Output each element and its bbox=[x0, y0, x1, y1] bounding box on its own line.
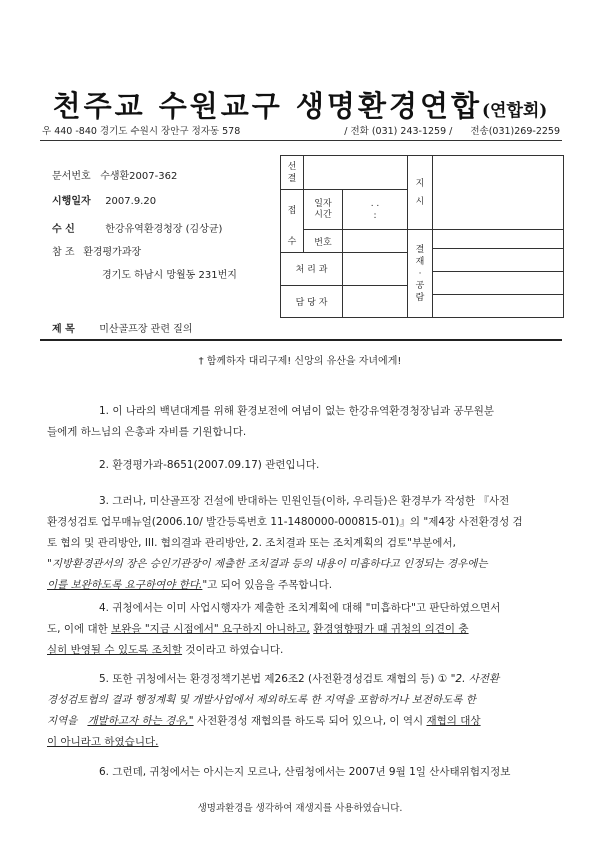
paragraph-4: 4. 귀청에서는 이미 사업시행자가 제출한 조치계획에 대해 "미흡하다"고 판단하였으면서 도, 이에 대한 보완을 "지금 시점에서" 요구하지 아니하고, 환경영향평가 때 귀청의 의견이 충 실히 반영될 수 있도록 조치할 것이라고 하였습니다. bbox=[47, 602, 501, 656]
number-label: 번호 bbox=[304, 230, 343, 253]
handling-dept-value bbox=[343, 253, 408, 285]
organization-name: 천주교 수원교구 생명환경연합 bbox=[52, 89, 482, 123]
instruction-blank bbox=[433, 156, 564, 230]
pre-decision-blank bbox=[304, 156, 408, 190]
organization-abbr: (연합회) bbox=[482, 101, 548, 121]
address-line bbox=[42, 123, 560, 137]
manager-value bbox=[343, 285, 408, 317]
footer-note: 생명과환경을 생각하여 재생지를 사용하였습니다. bbox=[197, 803, 403, 814]
recipient: 한강유역환경청장 (김상균) bbox=[105, 224, 223, 235]
handling-dept-label: 처 리 과 bbox=[281, 253, 343, 285]
date-row bbox=[52, 192, 156, 207]
manager-label: 담 당 자 bbox=[281, 285, 343, 317]
reference-label: 참 조 bbox=[52, 247, 75, 258]
paragraph-2: 2. 환경평가과-8651(2007.09.17) 관련입니다. bbox=[99, 459, 320, 471]
paragraph-5: 5. 또한 귀청에서는 환경정책기본법 제26조2 (사전환경성검토 재협의 등) ① "2. 사전환 경성검토협의 결과 행정계획 및 개발사업에서 제외하도록 한 지역을 포함하거나 보전하도록 한 지역을 개발하고자 하는 경우," 사전환경성 재협의를 하도록 되어 있으나, 이 역시 재협의 대상 이 아니라고 하였습니다. bbox=[47, 673, 500, 748]
receipt-cell-top: 접 bbox=[281, 190, 304, 230]
subject: 미산골프장 관련 질의 bbox=[99, 324, 193, 335]
postal-address: 우 440 -840 경기도 수원시 장안구 정자동 578 bbox=[42, 126, 241, 137]
recipient-label: 수 신 bbox=[52, 224, 75, 235]
paragraph-1: 1. 이 나라의 백년대계를 위해 환경보전에 여념이 없는 한강유역환경청장님과 공무원분 들에게 하느님의 은총과 자비를 기원합니다. bbox=[47, 405, 495, 438]
header-divider bbox=[40, 140, 562, 141]
recipient-row bbox=[52, 220, 222, 235]
date-label: 시행일자 bbox=[52, 196, 91, 207]
receipt-cell-bottom: 수 bbox=[281, 230, 304, 253]
paragraph-6: 6. 그런데, 귀청에서는 아시는지 모르나, 산림청에서는 2007년 9월 1일 산사태위험지정보 bbox=[99, 766, 511, 778]
reference-address: 경기도 하남시 망월동 231번지 bbox=[102, 270, 237, 281]
instruction-cell: 지 시 bbox=[408, 156, 433, 230]
receipt-time-label: 일자 시간 bbox=[304, 190, 343, 230]
doc-number-row bbox=[52, 167, 177, 182]
paragraph-3: 3. 그러나, 미산골프장 건설에 반대하는 민원인들(이하, 우리들)은 환경부가 작성한 『사전 환경성검토 업무매뉴얼(2006.10/ 발간등록번호 11-1480000-000815-01)』의 "제4장 사전환경성 검 토 협의 및 관리방안, III. 협의결과 관리방안, 2. 조치결과 또는 조치계획의 검토"부분에서, "지방환경관서의 장은 승인기관장이 제출한 조치결과 등의 내용이 미흡하다고 인정되는 경우에는 이를 보완하도록 요구하여야 한다."고 되어 있음을 주목합니다. bbox=[47, 495, 523, 591]
subject-row bbox=[52, 320, 193, 335]
organization-title bbox=[0, 84, 600, 125]
phone-number: / 전화 (031) 243-1259 / bbox=[344, 126, 453, 137]
subject-divider bbox=[40, 339, 562, 341]
doc-number-label: 문서번호 bbox=[52, 171, 91, 182]
doc-number: 수생환2007-362 bbox=[100, 171, 178, 182]
quoted-requirement: 이를 보완하도록 요구하여야 한다. bbox=[47, 579, 203, 591]
approval-box bbox=[280, 155, 564, 318]
receipt-time-value: . . : bbox=[343, 190, 408, 230]
reference-row bbox=[52, 243, 141, 258]
motto: † 함께하자 대리구제! 신앙의 유산을 자녀에게! bbox=[198, 356, 402, 367]
number-value bbox=[343, 230, 408, 253]
subject-label: 제 목 bbox=[52, 324, 75, 335]
approval-label-cell: 결재·공람 bbox=[408, 230, 433, 318]
reference: 환경평가과장 bbox=[83, 247, 142, 258]
fax-number: 전송(031)269-2259 bbox=[470, 126, 560, 137]
issue-date: 2007.9.20 bbox=[105, 196, 157, 207]
pre-decision-cell: 선결 bbox=[281, 156, 304, 190]
approval-grid bbox=[433, 230, 564, 318]
